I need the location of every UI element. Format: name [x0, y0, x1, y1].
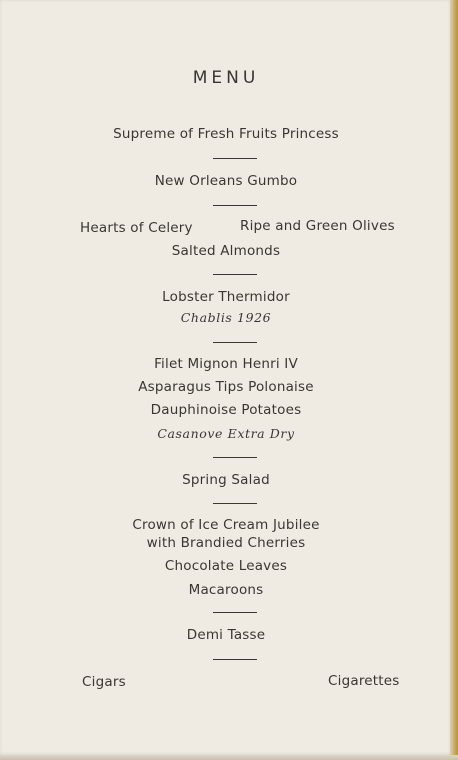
divider	[213, 659, 257, 660]
divider	[213, 274, 257, 275]
course-potatoes: Dauphinoise Potatoes	[150, 402, 302, 418]
footer-cigarettes: Cigarettes	[328, 673, 400, 689]
course-fruit: Supreme of Fresh Fruits Princess	[113, 126, 339, 142]
menu-title: MENU	[192, 68, 260, 88]
course-asparagus: Asparagus Tips Polonaise	[138, 379, 314, 395]
course-ice-cream-detail: with Brandied Cherries	[146, 535, 306, 551]
divider	[213, 158, 257, 159]
course-almonds: Salted Almonds	[171, 243, 281, 259]
course-gumbo: New Orleans Gumbo	[154, 173, 298, 189]
divider	[213, 342, 257, 343]
footer-cigars: Cigars	[82, 674, 126, 690]
course-coffee: Demi Tasse	[186, 627, 266, 643]
wine-chablis: Chablis 1926	[180, 310, 272, 325]
course-olives: Ripe and Green Olives	[240, 218, 395, 234]
card-bottom-edge	[0, 755, 458, 760]
course-salad: Spring Salad	[182, 472, 270, 488]
course-ice-cream: Crown of Ice Cream Jubilee	[132, 517, 320, 533]
divider	[213, 205, 257, 206]
divider	[213, 503, 257, 504]
wine-casanove: Casanove Extra Dry	[157, 426, 295, 441]
divider	[213, 457, 257, 458]
course-filet: Filet Mignon Henri IV	[154, 356, 298, 372]
card-fold-edge	[450, 0, 458, 760]
divider	[213, 612, 257, 613]
course-lobster: Lobster Thermidor	[162, 289, 290, 305]
course-chocolate: Chocolate Leaves	[164, 558, 288, 574]
course-celery: Hearts of Celery	[80, 220, 193, 236]
course-macaroons: Macaroons	[188, 582, 264, 598]
